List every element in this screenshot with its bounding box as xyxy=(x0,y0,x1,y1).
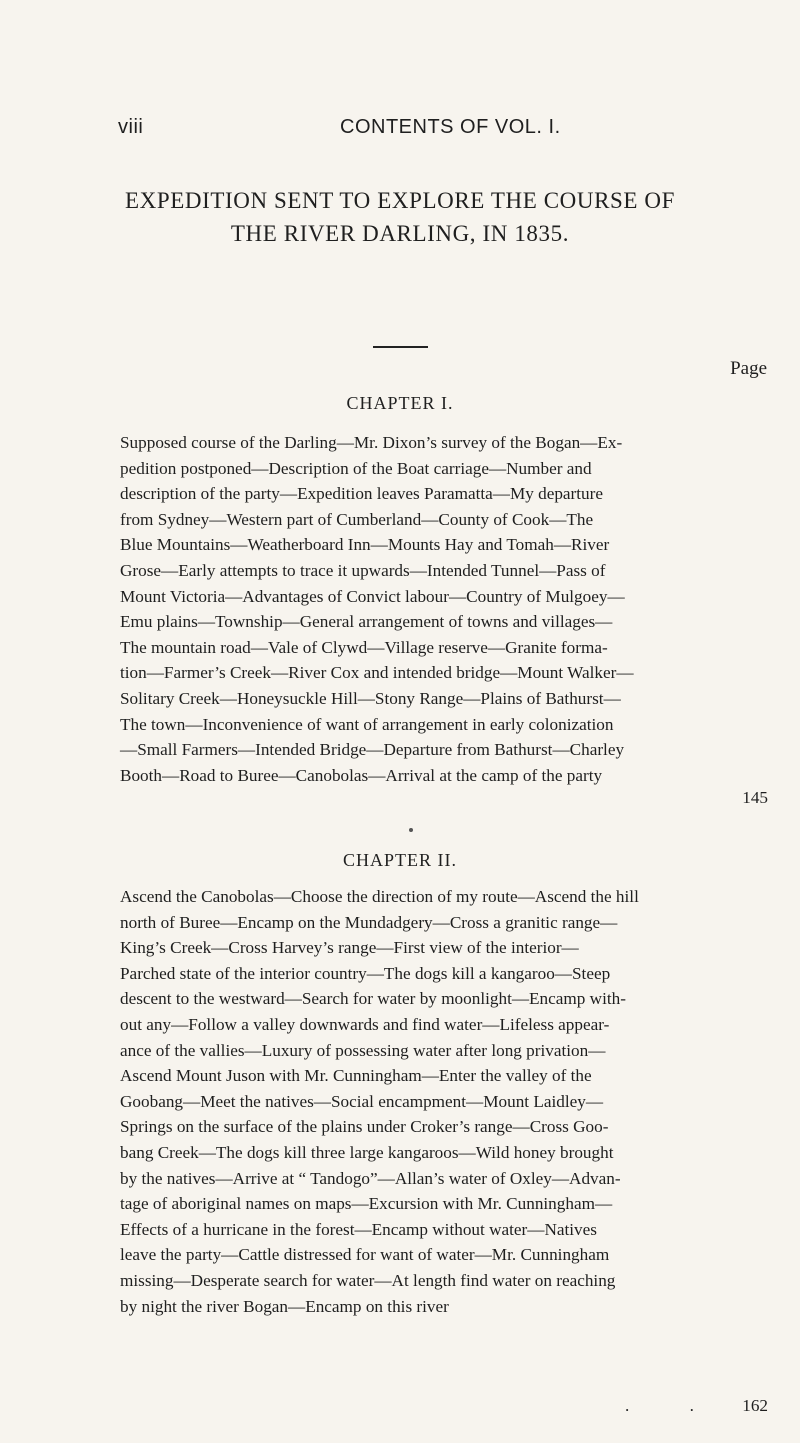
dot-leader: . . xyxy=(625,1396,722,1415)
summary-line: leave the party—Cattle distressed for want of water—Mr. Cunningham xyxy=(120,1245,610,1265)
chapter-1-heading: CHAPTER I. xyxy=(346,393,454,413)
running-head-title: CONTENTS OF VOL. I. xyxy=(340,116,561,138)
chapter-1-summary xyxy=(120,430,754,788)
summary-line: by the natives—Arrive at “ Tandogo”—Allan’s water of Oxley—Advan- xyxy=(120,1168,621,1188)
summary-line: Grose—Early attempts to trace it upwards—Intended Tunnel—Pass of xyxy=(120,560,606,580)
summary-line: Springs on the surface of the plains under Croker’s range—Cross Goo- xyxy=(120,1117,609,1137)
title-divider xyxy=(373,346,428,348)
summary-line: King’s Creek—Cross Harvey’s range—First view of the interior— xyxy=(120,938,579,958)
summary-line: Parched state of the interior country—The dogs kill a kangaroo—Steep xyxy=(120,963,611,983)
summary-line: Solitary Creek—Honeysuckle Hill—Stony Range—Plains of Bathurst— xyxy=(120,688,621,708)
chapter-2-heading: CHAPTER II. xyxy=(343,850,457,870)
summary-line: tion—Farmer’s Creek—River Cox and intended bridge—Mount Walker— xyxy=(120,663,634,683)
summary-line: ance of the vallies—Luxury of possessing water after long privation— xyxy=(120,1040,606,1060)
summary-line: out any—Follow a valley downwards and find water—Lifeless appear- xyxy=(120,1014,610,1034)
summary-line: pedition postponed—Description of the Boat carriage—Number and xyxy=(120,458,592,478)
summary-line: Ascend Mount Juson with Mr. Cunningham—Enter the valley of the xyxy=(120,1066,592,1086)
summary-line: bang Creek—The dogs kill three large kangaroos—Wild honey brought xyxy=(120,1142,614,1162)
chapter-2-page-number: 162 xyxy=(742,1396,768,1415)
summary-line: descent to the westward—Search for water by moonlight—Encamp with- xyxy=(120,989,626,1009)
summary-line: north of Buree—Encamp on the Mundadgery—Cross a granitic range— xyxy=(120,912,618,932)
print-speck xyxy=(409,828,413,832)
summary-line: from Sydney—Western part of Cumberland—County of Cook—The xyxy=(120,509,594,529)
chapter-2-summary xyxy=(120,884,754,1319)
summary-line: The mountain road—Vale of Clywd—Village reserve—Granite forma- xyxy=(120,637,608,657)
summary-line: Booth—Road to Buree—Canobolas—Arrival at the camp of the party xyxy=(120,765,603,785)
summary-line: description of the party—Expedition leaves Paramatta—My departure xyxy=(120,484,604,504)
chapter-1-page-number: 145 xyxy=(742,788,768,807)
summary-line: Emu plains—Township—General arrangement of towns and villages— xyxy=(120,612,613,632)
summary-line: tage of aboriginal names on maps—Excursion with Mr. Cunningham— xyxy=(120,1194,613,1214)
summary-line: Ascend the Canobolas—Choose the direction of my route—Ascend the hill xyxy=(120,887,639,906)
summary-line: The town—Inconvenience of want of arrangement in early colonization xyxy=(120,714,614,734)
summary-line: missing—Desperate search for water—At length find water on reaching xyxy=(120,1270,616,1290)
summary-line: Mount Victoria—Advantages of Convict labour—Country of Mulgoey— xyxy=(120,586,625,606)
section-title: EXPEDITION SENT TO EXPLORE THE COURSE OF THE RIVER DARLING, IN 1835. xyxy=(124,188,676,246)
summary-line: by night the river Bogan—Encamp on this river xyxy=(120,1296,449,1316)
page-column-label: Page xyxy=(730,358,767,379)
summary-line: Blue Mountains—Weatherboard Inn—Mounts Hay and Tomah—River xyxy=(120,535,610,555)
page-folio: viii xyxy=(118,116,144,138)
running-head xyxy=(118,116,770,146)
summary-line: Goobang—Meet the natives—Social encampment—Mount Laidley— xyxy=(120,1091,604,1111)
summary-line: Effects of a hurricane in the forest—Encamp without water—Natives xyxy=(120,1219,597,1239)
summary-line: Supposed course of the Darling—Mr. Dixon’s survey of the Bogan—Ex- xyxy=(120,433,623,452)
summary-line: —Small Farmers—Intended Bridge—Departure from Bathurst—Charley xyxy=(120,740,625,760)
